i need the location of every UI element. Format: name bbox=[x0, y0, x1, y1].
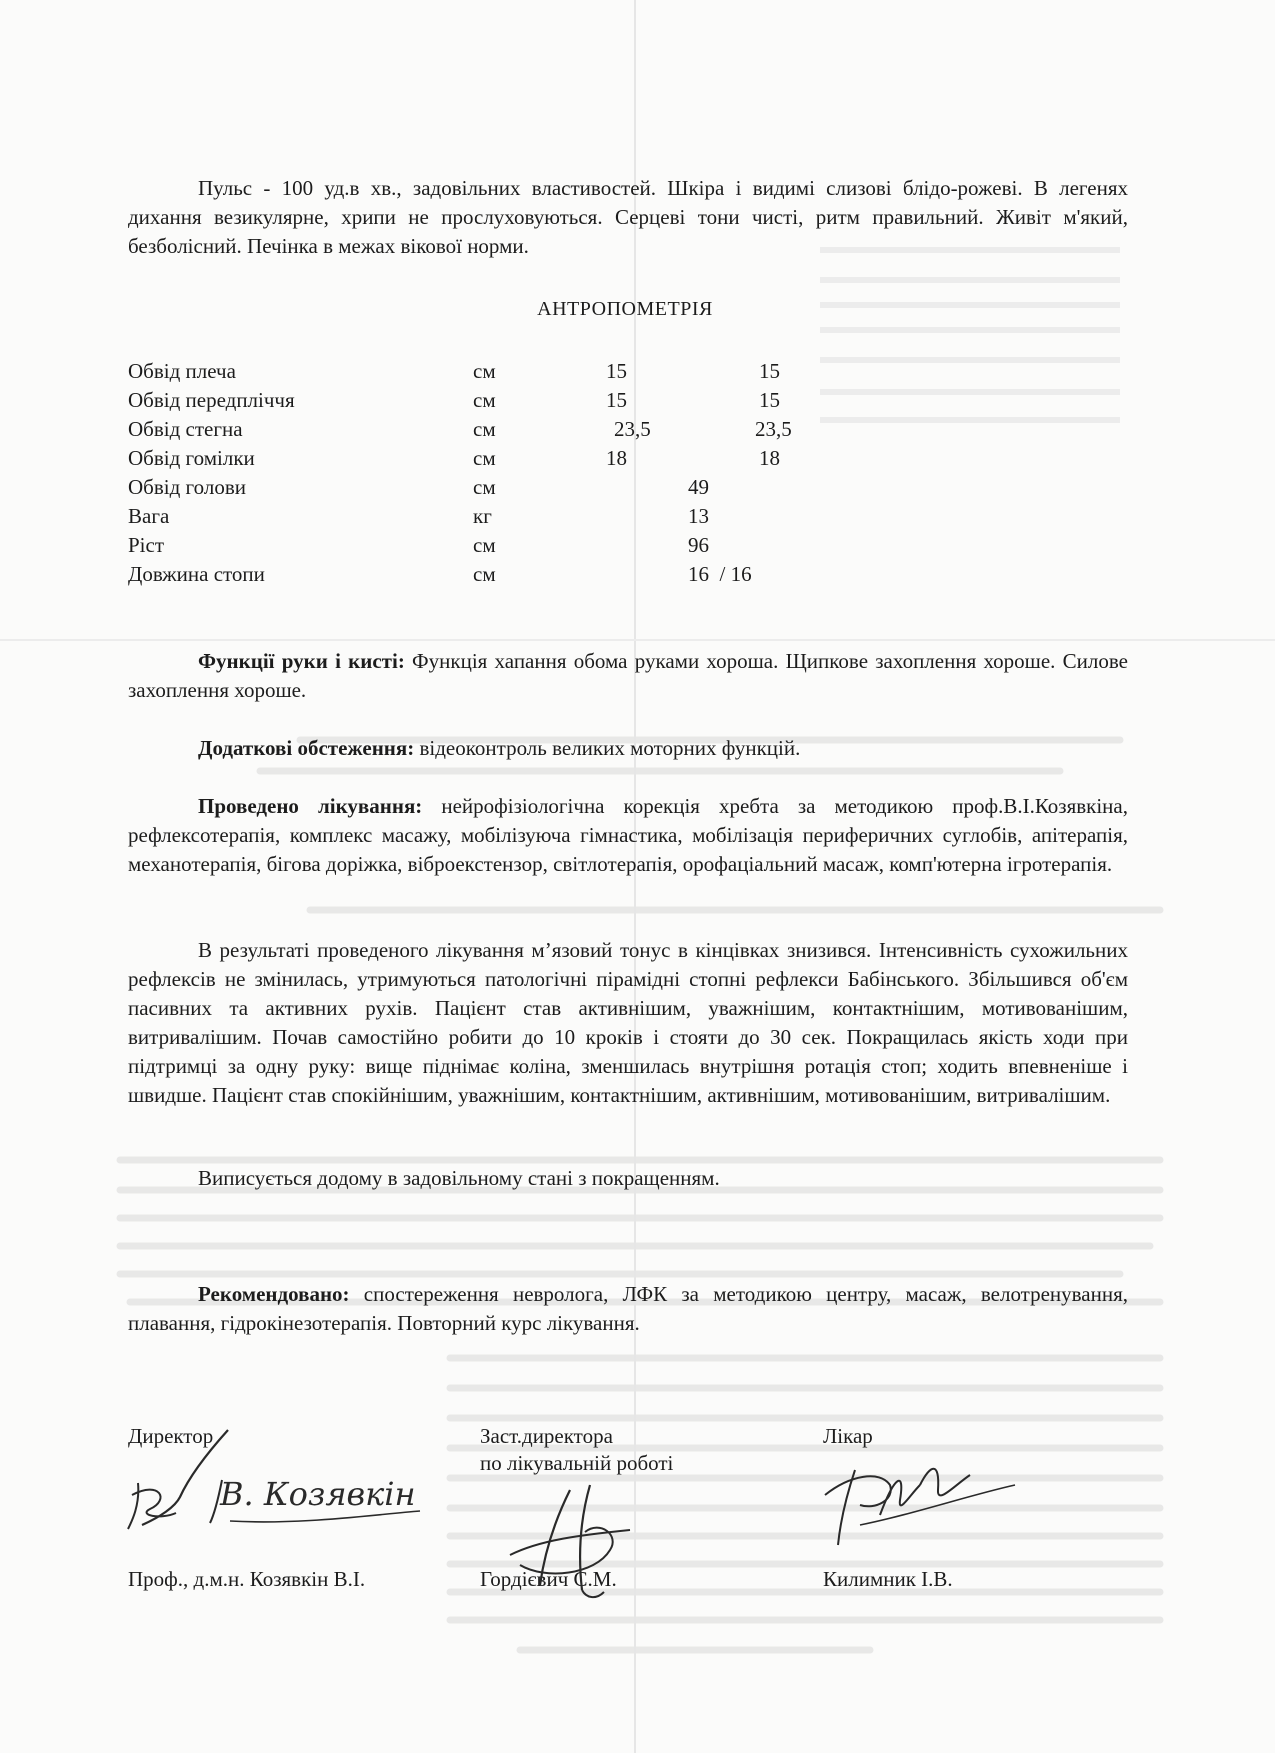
director-handwriting: В. Козявкін bbox=[220, 1475, 416, 1513]
anthro-left: 18 bbox=[606, 446, 627, 470]
extra-exams-paragraph bbox=[128, 734, 1128, 763]
discharge-paragraph: Виписується додому в задовільному стані з покращенням. bbox=[198, 1166, 720, 1190]
director-name: Проф., д.м.н. Козявкін В.І. bbox=[128, 1567, 366, 1591]
anthro-unit: см bbox=[473, 417, 496, 441]
doctor-title: Лікар bbox=[823, 1424, 873, 1448]
treatment-paragraph bbox=[128, 792, 1128, 879]
anthro-name: Вага bbox=[128, 504, 170, 528]
anthro-value: 96 bbox=[688, 533, 709, 557]
anthro-unit: см bbox=[473, 562, 496, 586]
anthro-value: 13 bbox=[688, 504, 709, 528]
anthro-row bbox=[128, 386, 1028, 414]
anthro-left: 15 bbox=[606, 388, 627, 412]
director-title: Директор bbox=[128, 1424, 214, 1448]
treatment-label: Проведено лікування: bbox=[198, 794, 423, 818]
anthro-right: 15 bbox=[759, 359, 780, 383]
anthropometry-title: АНТРОПОМЕТРІЯ bbox=[537, 298, 713, 320]
anthro-row bbox=[128, 531, 1028, 559]
anthro-name: Обвід голови bbox=[128, 475, 246, 499]
anthro-unit: см bbox=[473, 388, 496, 412]
doctor-name: Килимник І.В. bbox=[823, 1567, 953, 1591]
anthro-row bbox=[128, 357, 1028, 385]
recommendation-text: спостереження невролога, ЛФК за методикою центру, масаж, велотренування, плавання, гідрокінезотерапія. Повторний курс лікування. bbox=[128, 1282, 1128, 1335]
anthro-row bbox=[128, 473, 1028, 501]
anthro-row bbox=[128, 560, 1028, 588]
anthro-right: 23,5 bbox=[755, 417, 792, 441]
anthro-name: Обвід передпліччя bbox=[128, 388, 295, 412]
doctor-signature bbox=[820, 1455, 1020, 1550]
anthro-left: 23,5 bbox=[614, 417, 651, 441]
anthro-unit: см bbox=[473, 533, 496, 557]
anthro-value: 49 bbox=[688, 475, 709, 499]
hand-function-text: Функція хапання обома руками хороша. Щипкове захоплення хороше. Силове захоплення хороше. bbox=[128, 649, 1128, 702]
anthro-left: 15 bbox=[606, 359, 627, 383]
hand-function-paragraph bbox=[128, 647, 1128, 705]
hand-function-label: Функції руки і кисті: bbox=[198, 649, 405, 673]
extra-exams-text: відеоконтроль великих моторних функцій. bbox=[414, 736, 801, 760]
anthro-name: Обвід плеча bbox=[128, 359, 236, 383]
deputy-name: Гордієвич С.М. bbox=[480, 1567, 617, 1591]
intro-paragraph: Пульс - 100 уд.в хв., задовільних властивостей. Шкіра і видимі слизові блідо-рожеві. В легенях дихання везикулярне, хрипи не прослуховуються. Серцеві тони чисті, ритм правильний. Живіт м'який, безболісний. Печінка в межах вікової норми. bbox=[128, 176, 1128, 258]
anthro-name: Ріст bbox=[128, 533, 165, 557]
anthro-name: Обвід стегна bbox=[128, 417, 243, 441]
extra-exams-label: Додаткові обстеження: bbox=[198, 736, 415, 760]
recommendation-label: Рекомендовано: bbox=[198, 1282, 350, 1306]
anthro-unit: см bbox=[473, 446, 496, 470]
results-paragraph: В результаті проведеного лікування м’язовий тонус в кінцівках знизився. Інтенсивність сухожильних рефлексів не змінилась, утримуються патологічні пірамідні стопні рефлекси Бабінського. Збільшився об'єм пасивних та активних рухів. Пацієнт став активнішим, уважнішим, контактнішим, мотивованішим, витривалішим. Почав самостійно робити до 10 кроків і стояти до 30 сек. Покращилась якість ходи при підтримці за одну руку: вище піднімає коліна, зменшилась внутрішня ротація стоп; ходить впевненіше і швидше. Пацієнт став спокійнішим, уважнішим, контактнішим, активнішим, мотивованішим, витривалішим. bbox=[128, 938, 1128, 1107]
recommendation-paragraph bbox=[128, 1280, 1128, 1338]
anthro-unit: см bbox=[473, 359, 496, 383]
anthro-row bbox=[128, 444, 1028, 472]
anthro-row bbox=[128, 502, 1028, 530]
anthro-row bbox=[128, 415, 1028, 443]
anthro-right: 18 bbox=[759, 446, 780, 470]
deputy-title-line1: Заст.директора bbox=[480, 1424, 613, 1448]
anthro-unit: кг bbox=[473, 504, 492, 528]
deputy-title-line2: по лікувальній роботі bbox=[480, 1451, 674, 1475]
treatment-text: нейрофізіологічна корекція хребта за методикою проф.В.І.Козявкіна, рефлексотерапія, комплекс масажу, мобілізуюча гімнастика, мобілізація периферичних суглобів, апітерапія, механотерапія, бігова доріжка, віброекстензор, світлотерапія, орофаціальний масаж, комп'ютерна ігротерапія. bbox=[128, 794, 1128, 876]
anthro-value: 16 / 16 bbox=[688, 562, 752, 586]
anthro-name: Обвід гомілки bbox=[128, 446, 255, 470]
anthro-right: 15 bbox=[759, 388, 780, 412]
anthro-unit: см bbox=[473, 475, 496, 499]
anthro-name: Довжина стопи bbox=[128, 562, 265, 586]
